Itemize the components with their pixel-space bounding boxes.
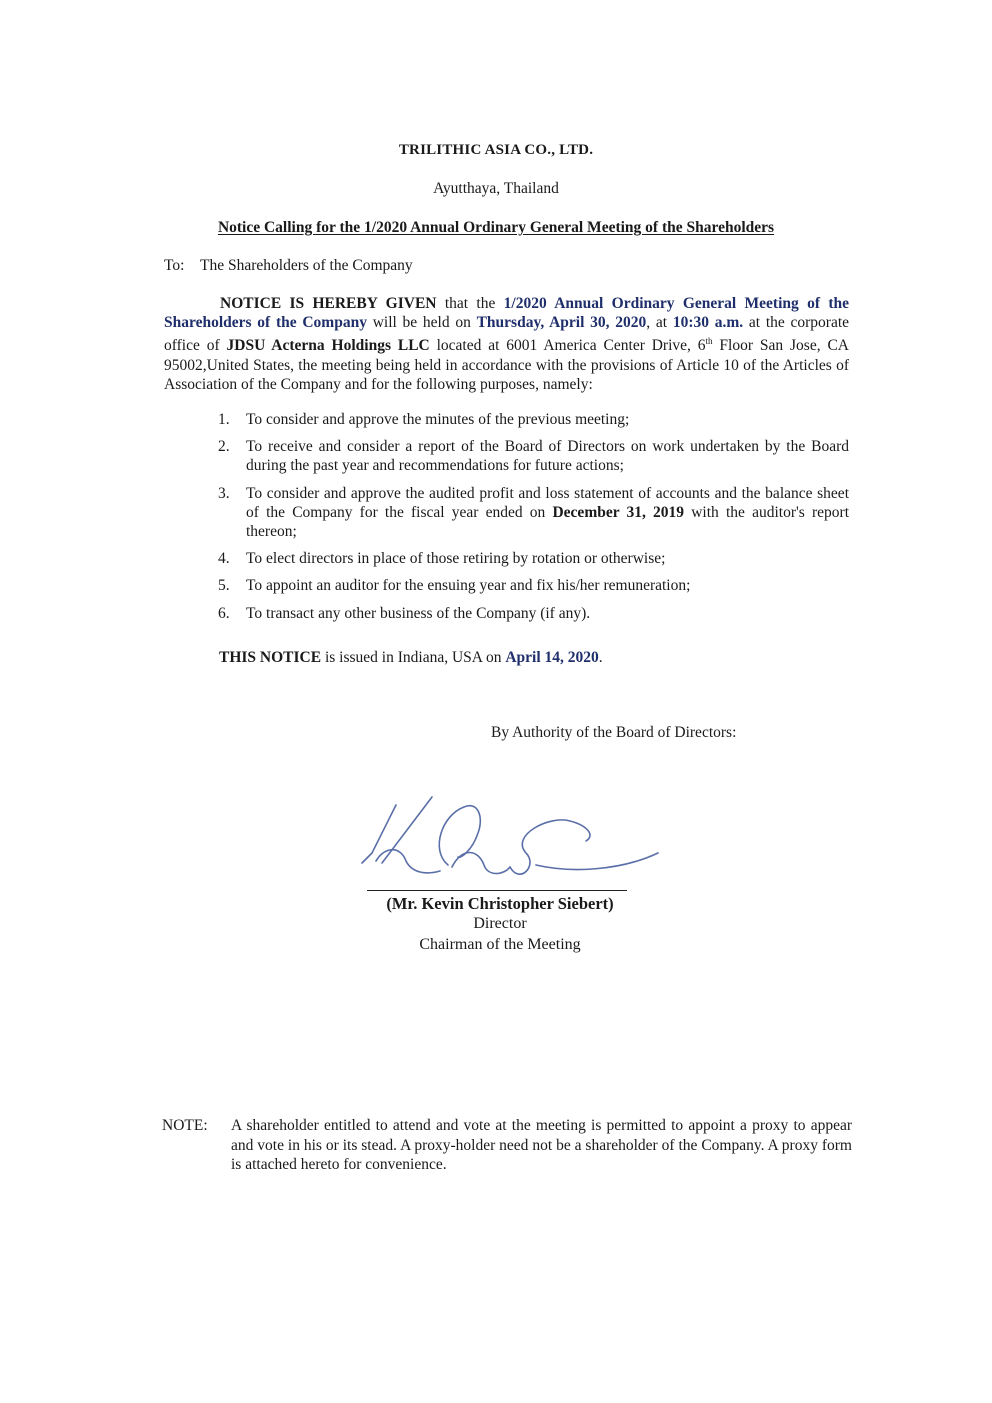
authority-line: By Authority of the Board of Directors: <box>491 724 737 741</box>
issued-statement <box>219 649 603 667</box>
issued-date: April 14, 2020 <box>505 649 599 666</box>
meeting-time: 10:30 a.m. <box>672 314 744 332</box>
notice-text: will be held on <box>366 314 477 332</box>
agenda-text <box>246 484 849 542</box>
notice-title-text: Notice Calling for the 1/2020 Annual Ordinary General Meeting of the Shareholders <box>217 219 775 236</box>
notice-text: , at <box>646 314 673 332</box>
agenda-item <box>218 604 849 623</box>
meeting-date: Thursday, April 30, 2020 <box>476 314 647 332</box>
notice-text: Floor San Jose, CA 95002,United States, the meeting being held in accordance with the provisions of Article 10 of the Articles of Association of the Company and for the following purposes, namely: <box>164 337 849 393</box>
agenda-number: 1. <box>218 411 230 428</box>
agenda-item <box>218 576 849 595</box>
notice-text: at the corporate office of <box>164 314 850 355</box>
fiscal-year-end: December 31, 2019 <box>552 503 685 521</box>
agenda-number: 2. <box>218 438 230 456</box>
agenda-number: 5. <box>218 577 230 595</box>
notice-text: located at 6001 America Center Drive, 6 <box>429 337 706 355</box>
notice-paragraph <box>164 294 849 394</box>
agenda-number: 3. <box>218 484 230 502</box>
addressee <box>164 257 413 275</box>
signer-role: Chairman of the Meeting <box>419 936 581 953</box>
agenda-text-part: To consider and approve the audited profit and loss statement of accounts and the balance sheet of the Company for the fiscal year ended on <box>246 484 849 521</box>
agenda-list <box>218 410 849 631</box>
agenda-text: To receive and consider a report of the Board of Directors on work undertaken by the Board during the past year and recommendations for future actions; <box>246 438 849 475</box>
notice-lead: NOTICE IS HEREBY GIVEN <box>220 295 437 312</box>
signer-name: (Mr. Kevin Christopher Siebert) <box>386 894 614 913</box>
agenda-text: To elect directors in place of those retiring by rotation or otherwise; <box>246 550 666 568</box>
meeting-name: 1/2020 Annual Ordinary General Meeting of the Shareholders of the Company <box>164 295 849 332</box>
signature-line <box>367 890 627 891</box>
agenda-item <box>218 484 849 542</box>
signer-title: Director <box>473 915 527 932</box>
agenda-item <box>218 437 849 475</box>
notice-title <box>0 219 992 237</box>
agenda-text: To appoint an auditor for the ensuing year and fix his/her remuneration; <box>246 577 691 595</box>
agenda-item <box>218 410 849 429</box>
company-name: TRILITHIC ASIA CO., LTD. <box>398 142 594 158</box>
notice-text: that the <box>436 295 504 312</box>
note-text: A shareholder entitled to attend and vote at the meeting is permitted to appoint a proxy to appear and vote in his or its stead. A proxy-holder need not be a shareholder of the Company. A proxy form is attached hereto for convenience. <box>231 1117 852 1173</box>
note-section <box>162 1116 852 1175</box>
agenda-text: To consider and approve the minutes of the previous meeting; <box>246 411 630 428</box>
agenda-item <box>218 549 849 568</box>
addressee-label: To: <box>164 257 185 274</box>
issued-text: is issued in Indiana, USA on <box>321 649 506 666</box>
agenda-number: 4. <box>218 550 230 568</box>
handwritten-signature <box>360 795 670 905</box>
note-label: NOTE: <box>162 1117 208 1134</box>
office-name: JDSU Acterna Holdings LLC <box>226 337 430 355</box>
company-location: Ayutthaya, Thailand <box>433 180 559 197</box>
agenda-text: To transact any other business of the Company (if any). <box>246 604 591 622</box>
agenda-text-part: with the auditor's report thereon; <box>246 503 850 541</box>
agenda-number: 6. <box>218 604 230 622</box>
addressee-value: The Shareholders of the Company <box>200 257 413 274</box>
issued-end: . <box>598 649 603 666</box>
issued-lead: THIS NOTICE <box>219 649 322 666</box>
ordinal-suffix: th <box>705 336 713 347</box>
